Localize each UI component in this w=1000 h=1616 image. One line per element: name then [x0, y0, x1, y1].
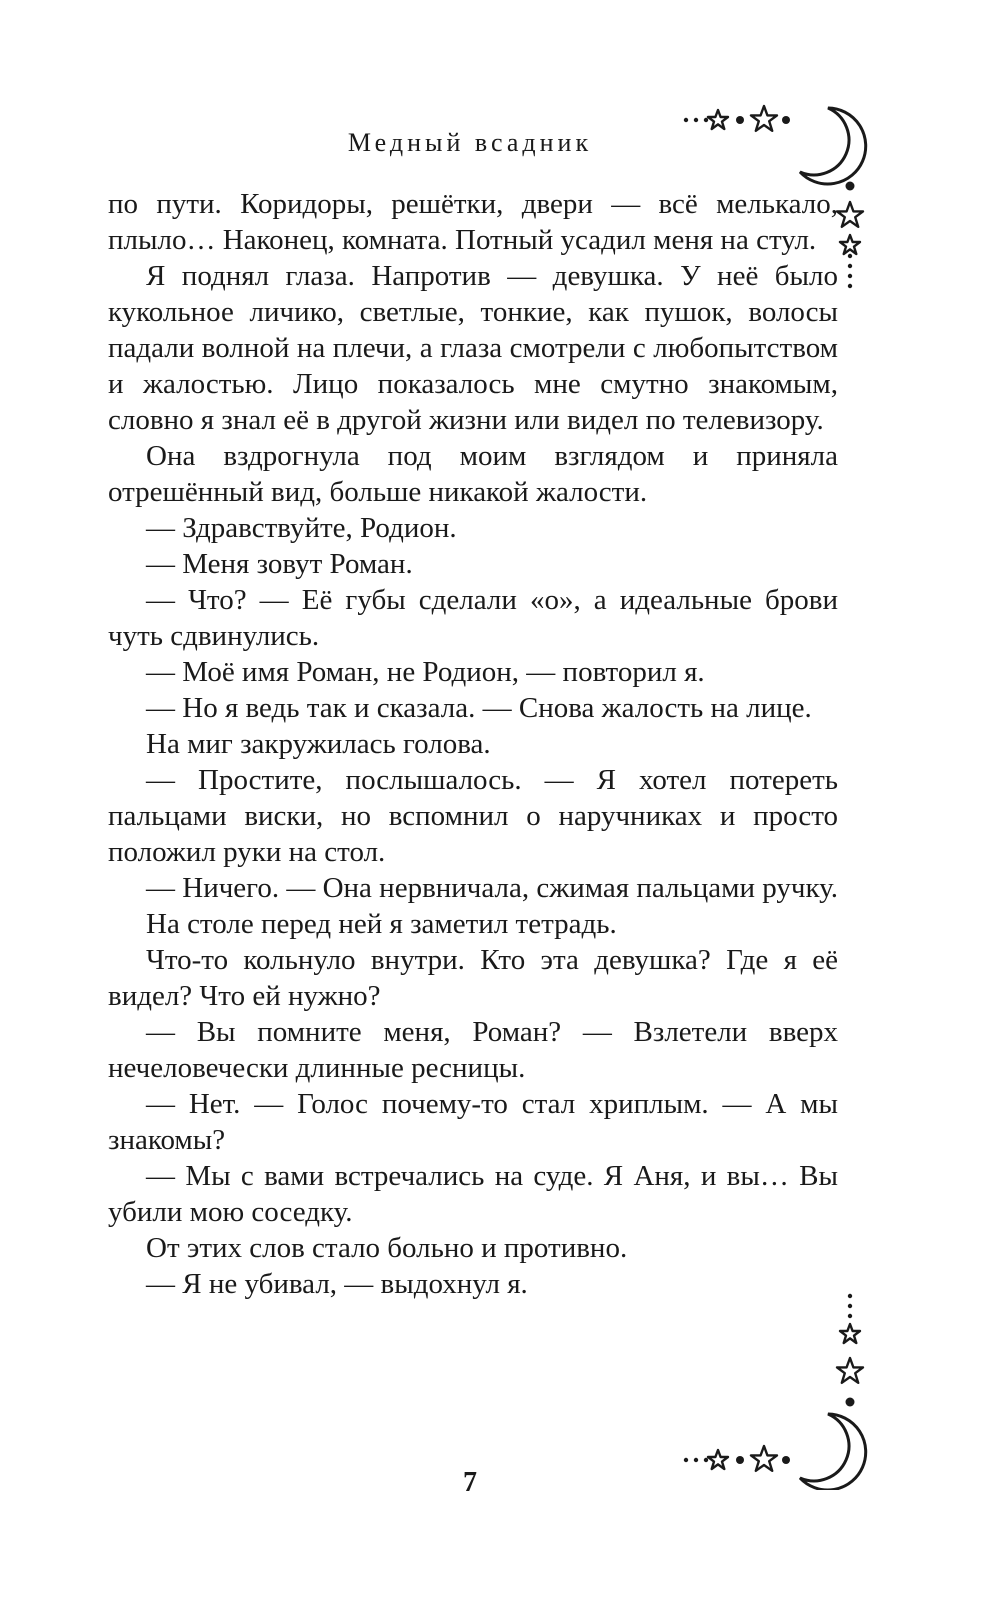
page-number: 7	[463, 1467, 477, 1498]
paragraph: — Мы с вами встречались на суде. Я Аня, и вы… Вы убили мою соседку.	[108, 1160, 838, 1228]
bottom-moon-stars-ornament	[678, 1290, 878, 1490]
paragraph: Что-то кольнуло внутри. Кто эта девушка? Где я её видел? Что ей нужно?	[108, 944, 838, 1012]
paragraph: по пути. Коридоры, решётки, двери — всё мелькало, плыло… Наконец, комната. Потный усадил меня на стул.	[108, 188, 838, 256]
moon-stars-icon	[678, 1290, 878, 1490]
paragraph: — Моё имя Роман, не Родион, — повторил я.	[146, 656, 705, 688]
paragraph: Она вздрогнула под моим взглядом и приняла отрешённый вид, больше никакой жалости.	[108, 440, 838, 508]
paragraph: — Вы помните меня, Роман? — Взлетели вверх нечеловечески длинные ресницы.	[108, 1016, 838, 1084]
paragraph: — Что? — Её губы сделали «о», а идеальные брови чуть сдвинулись.	[108, 584, 838, 652]
paragraph: — Но я ведь так и сказала. — Снова жалость на лице.	[146, 692, 812, 724]
running-header: Медный всадник	[347, 128, 593, 157]
paragraph: — Здравствуйте, Родион.	[146, 512, 457, 544]
paragraph: — Меня зовут Роман.	[146, 548, 413, 580]
paragraph: — Ничего. — Она нервничала, сжимая пальцами ручку.	[146, 872, 838, 904]
paragraph: Я поднял глаза. Напротив — девушка. У неё было кукольное личико, светлые, тонкие, как пушок, волосы падали волной на плечи, а глаза смотрели с любопытством и жалостью. Лицо показалось мне смутно знакомым, словно я знал её в другой жизни или видел по телевизору.	[108, 260, 838, 436]
paragraph: На столе перед ней я заметил тетрадь.	[146, 908, 617, 940]
body-text	[108, 186, 838, 1302]
paragraph: — Я не убивал, — выдохнул я.	[146, 1268, 528, 1300]
paragraph: — Простите, послышалось. — Я хотел потереть пальцами виски, но вспомнил о наручниках и просто положил руки на стол.	[108, 764, 838, 868]
paragraph: От этих слов стало больно и противно.	[146, 1232, 628, 1264]
paragraph: На миг закружилась голова.	[146, 728, 491, 760]
paragraph: — Нет. — Голос почему-то стал хриплым. — А мы знакомы?	[108, 1088, 838, 1156]
